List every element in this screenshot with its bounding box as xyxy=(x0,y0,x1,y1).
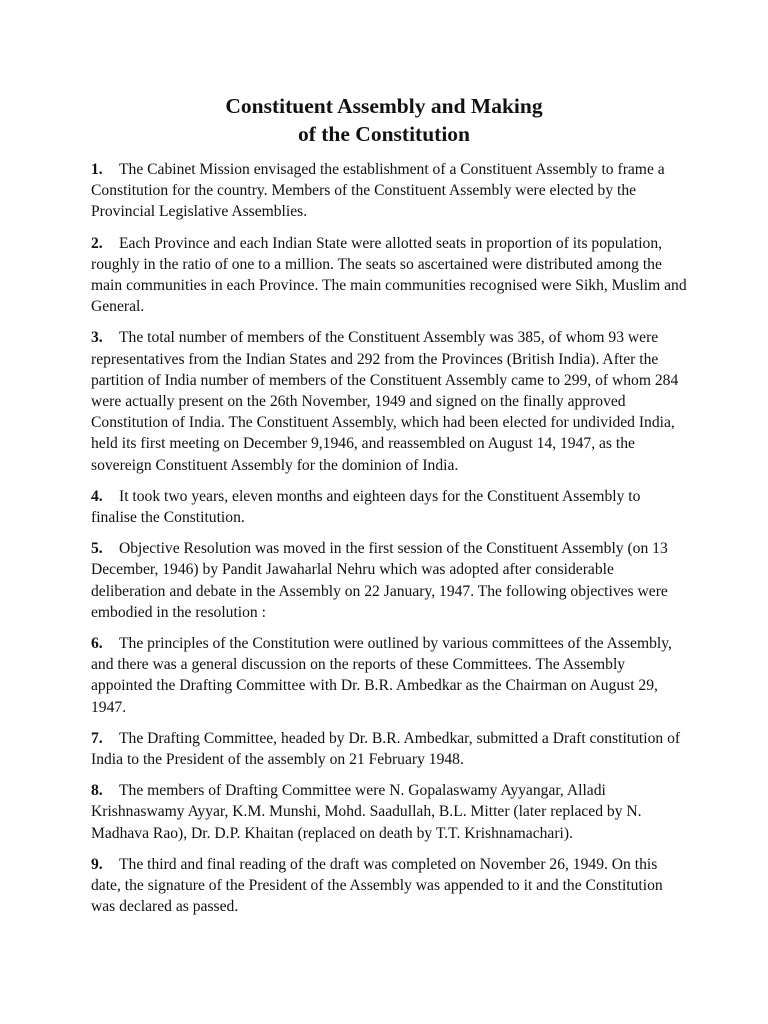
paragraph-number: 5. xyxy=(91,540,103,558)
paragraph-number: 4. xyxy=(91,487,103,505)
paragraph-6 xyxy=(91,633,687,718)
document-body xyxy=(91,159,687,928)
paragraph-text: The Drafting Committee, headed by Dr. B.R. Ambedkar, submitted a Draft constitution of India to the President of the assembly on 21 February 1948. xyxy=(91,729,681,769)
paragraph-text: The principles of the Constitution were outlined by various committees of the Assembly, and there was a general discussion on the reports of these Committees. The Assembly appointed the Drafting Committee with Dr. B.R. Ambedkar as the Chairman on August 29, 1947. xyxy=(91,635,672,716)
paragraph-7 xyxy=(91,728,687,770)
paragraph-number: 2. xyxy=(91,234,103,252)
paragraph-4 xyxy=(91,486,687,528)
page-title xyxy=(0,92,768,148)
paragraph-number: 6. xyxy=(91,635,103,653)
paragraph-1 xyxy=(91,159,687,223)
paragraph-number: 1. xyxy=(91,161,103,178)
paragraph-text: It took two years, eleven months and eighteen days for the Constituent Assembly to finalise the Constitution. xyxy=(91,487,641,527)
paragraph-9 xyxy=(91,854,687,918)
paragraph-text: Each Province and each Indian State were allotted seats in proportion of its population, roughly in the ratio of one to a million. The seats so ascertained were distributed among the main communities in each Province. The main communities recognised were Sikh, Muslim and General. xyxy=(91,234,687,316)
paragraph-number: 9. xyxy=(91,855,103,873)
paragraph-text: The members of Drafting Committee were N. Gopalaswamy Ayyangar, Alladi Krishnaswamy Ayyar, K.M. Munshi, Mohd. Saadullah, B.L. Mitter (later replaced by N. Madhava Rao), Dr. D.P. Khaitan (replaced on death by T.T. Krishnamachari). xyxy=(91,782,642,842)
paragraph-text: The Cabinet Mission envisaged the establishment of a Constituent Assembly to frame a Constitution for the country. Members of the Constituent Assembly were elected by the Provincial Legislative Assemblies. xyxy=(91,161,665,221)
paragraph-number: 3. xyxy=(91,329,103,347)
paragraph-text: Objective Resolution was moved in the first session of the Constituent Assembly (on 13 December, 1946) by Pandit Jawaharlal Nehru which was adopted after considerable deliberation and debate in the Assembly on 22 January, 1947. The following objectives were embodied in the resolution : xyxy=(91,540,668,621)
paragraph-2 xyxy=(91,233,687,318)
paragraph-8 xyxy=(91,780,687,844)
paragraph-5 xyxy=(91,538,687,623)
paragraph-text: The third and final reading of the draft was completed on November 26, 1949. On this date, the signature of the President of the Assembly was appended to it and the Constitution was declared as passed. xyxy=(91,855,663,916)
title-line-2: of the Constitution xyxy=(297,122,470,146)
paragraph-number: 7. xyxy=(91,729,103,747)
title-line-1: Constituent Assembly and Making xyxy=(225,94,543,118)
paragraph-text: The total number of members of the Constituent Assembly was 385, of whom 93 were representatives from the Indian States and 292 from the Provinces (British India). After the partition of India number of members of the Constituent Assembly came to 299, of whom 284 were actually present on the 26th November, 1949 and signed on the finally approved Constitution of India. The Constituent Assembly, which had been elected for undivided India, held its first meeting on December 9,1946, and reassembled on August 14, 1947, as the sovereign Constituent Assembly for the dominion of India. xyxy=(91,329,679,474)
paragraph-3 xyxy=(91,327,687,475)
paragraph-number: 8. xyxy=(91,782,103,800)
